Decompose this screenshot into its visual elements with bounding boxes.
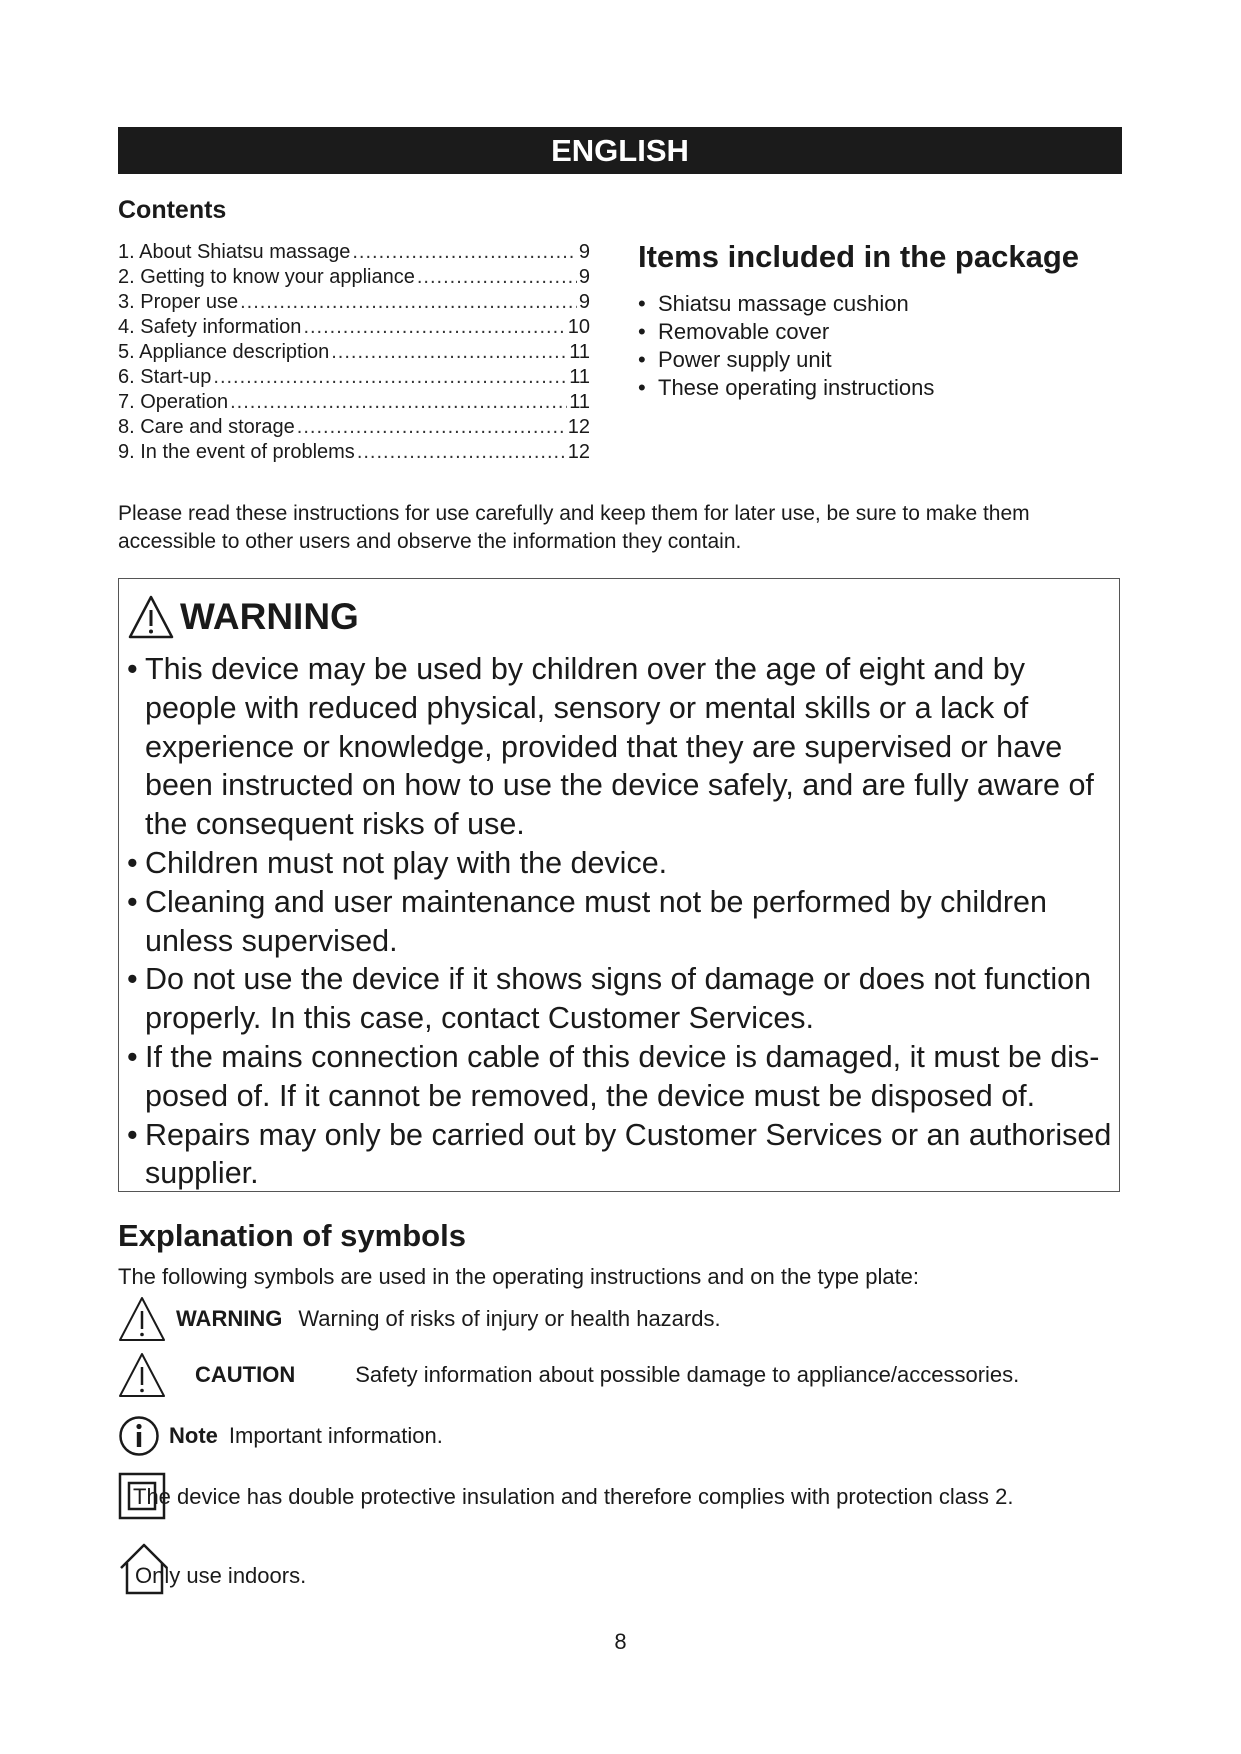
package-list [638,290,934,402]
warning-item: • Do not use the device if it shows signs of damage or does not function properly. In this case, contact Customer Services. [128,960,1113,1038]
note-label: Note [169,1423,218,1448]
toc-leader [417,265,577,290]
warning-item: • Repairs may only be carried out by Customer Services or an authorised supplier. [128,1116,1113,1194]
toc-label: 6. Start-up [118,366,212,388]
toc-leader [213,365,567,390]
toc-label: 2. Getting to know your appliance [118,266,415,288]
toc-page: 11 [569,341,590,363]
caution-description: Safety information about possible damage to appliance/accessories. [355,1362,1020,1387]
protection-class-description: The device has double protective insulation and therefore complies with protection class 2. [133,1484,1014,1509]
contents-title: Contents [118,196,227,224]
toc-leader [297,415,566,440]
toc-entry[interactable] [118,415,590,440]
toc-leader [240,290,577,315]
toc-leader [352,240,577,265]
intro-paragraph: Please read these instructions for use carefully and keep them for later use, be sure to make them accessible to other users and observe the information they contain. [118,502,1030,553]
toc-page: 10 [567,316,590,338]
toc-page: 11 [569,391,590,413]
toc-entry[interactable] [118,365,590,390]
toc-entry[interactable] [118,315,590,340]
table-of-contents [118,240,590,465]
toc-page: 9 [578,291,590,313]
toc-entry[interactable] [118,240,590,265]
caution-triangle-icon [118,1352,166,1398]
package-item: • Shiatsu massage cushion [638,290,934,318]
package-item: • Power supply unit [638,346,934,374]
toc-page: 9 [578,241,590,263]
symbols-intro: The following symbols are used in the operating instructions and on the type plate: [118,1264,920,1289]
page-number: 8 [614,1629,627,1654]
toc-leader [303,315,565,340]
symbols-title: Explanation of symbols [118,1218,466,1253]
info-icon [118,1415,160,1457]
package-item: • These operating instructions [638,374,934,402]
toc-entry[interactable] [118,390,590,415]
toc-page: 9 [578,266,590,288]
toc-label: 9. In the event of problems [118,441,355,463]
toc-leader [357,440,566,465]
symbol-row-caution [118,1352,1019,1398]
warning-item: • This device may be used by children over the age of eight and by people with reduced physical, sensory or mental skills or a lack of experience or knowledge, provided that they are supervised or have been instructed on how to use the device safely, and are fully aware of the consequent risks of use. [128,650,1113,844]
toc-entry[interactable] [118,265,590,290]
toc-label: 7. Operation [118,391,229,413]
toc-page: 11 [569,366,590,388]
toc-entry[interactable] [118,340,590,365]
toc-label: 3. Proper use [118,291,239,313]
toc-page: 12 [567,416,590,438]
warning-heading [128,592,359,642]
toc-leader [230,390,567,415]
warning-item: • Children must not play with the device. [128,844,1113,883]
warning-item: • If the mains connection cable of this device is damaged, it must be dis-posed of. If it cannot be removed, the device must be disposed of. [128,1038,1113,1116]
warning-item: • Cleaning and user maintenance must not be performed by children unless supervised. [128,883,1113,961]
symbol-row-warning [118,1296,721,1342]
warning-description: Warning of risks of injury or health hazards. [298,1306,721,1331]
toc-entry[interactable] [118,290,590,315]
warning-list [128,650,1113,1193]
toc-entry[interactable] [118,440,590,465]
toc-leader [331,340,567,365]
toc-page: 12 [567,441,590,463]
package-item: • Removable cover [638,318,934,346]
warning-triangle-icon [128,594,174,640]
warning-triangle-icon [118,1296,166,1342]
warning-label: WARNING [176,1306,283,1331]
caution-label: CAUTION [195,1362,296,1387]
symbol-row-note [118,1415,443,1457]
toc-label: 1. About Shiatsu massage [118,241,351,263]
warning-title: WARNING [180,596,359,637]
note-description: Important information. [228,1423,443,1448]
toc-label: 8. Care and storage [118,416,295,438]
indoor-use-description: Only use indoors. [135,1563,307,1588]
language-header: ENGLISH [118,127,1122,174]
toc-label: 5. Appliance description [118,341,330,363]
package-title: Items included in the package [638,239,1080,274]
toc-label: 4. Safety information [118,316,302,338]
